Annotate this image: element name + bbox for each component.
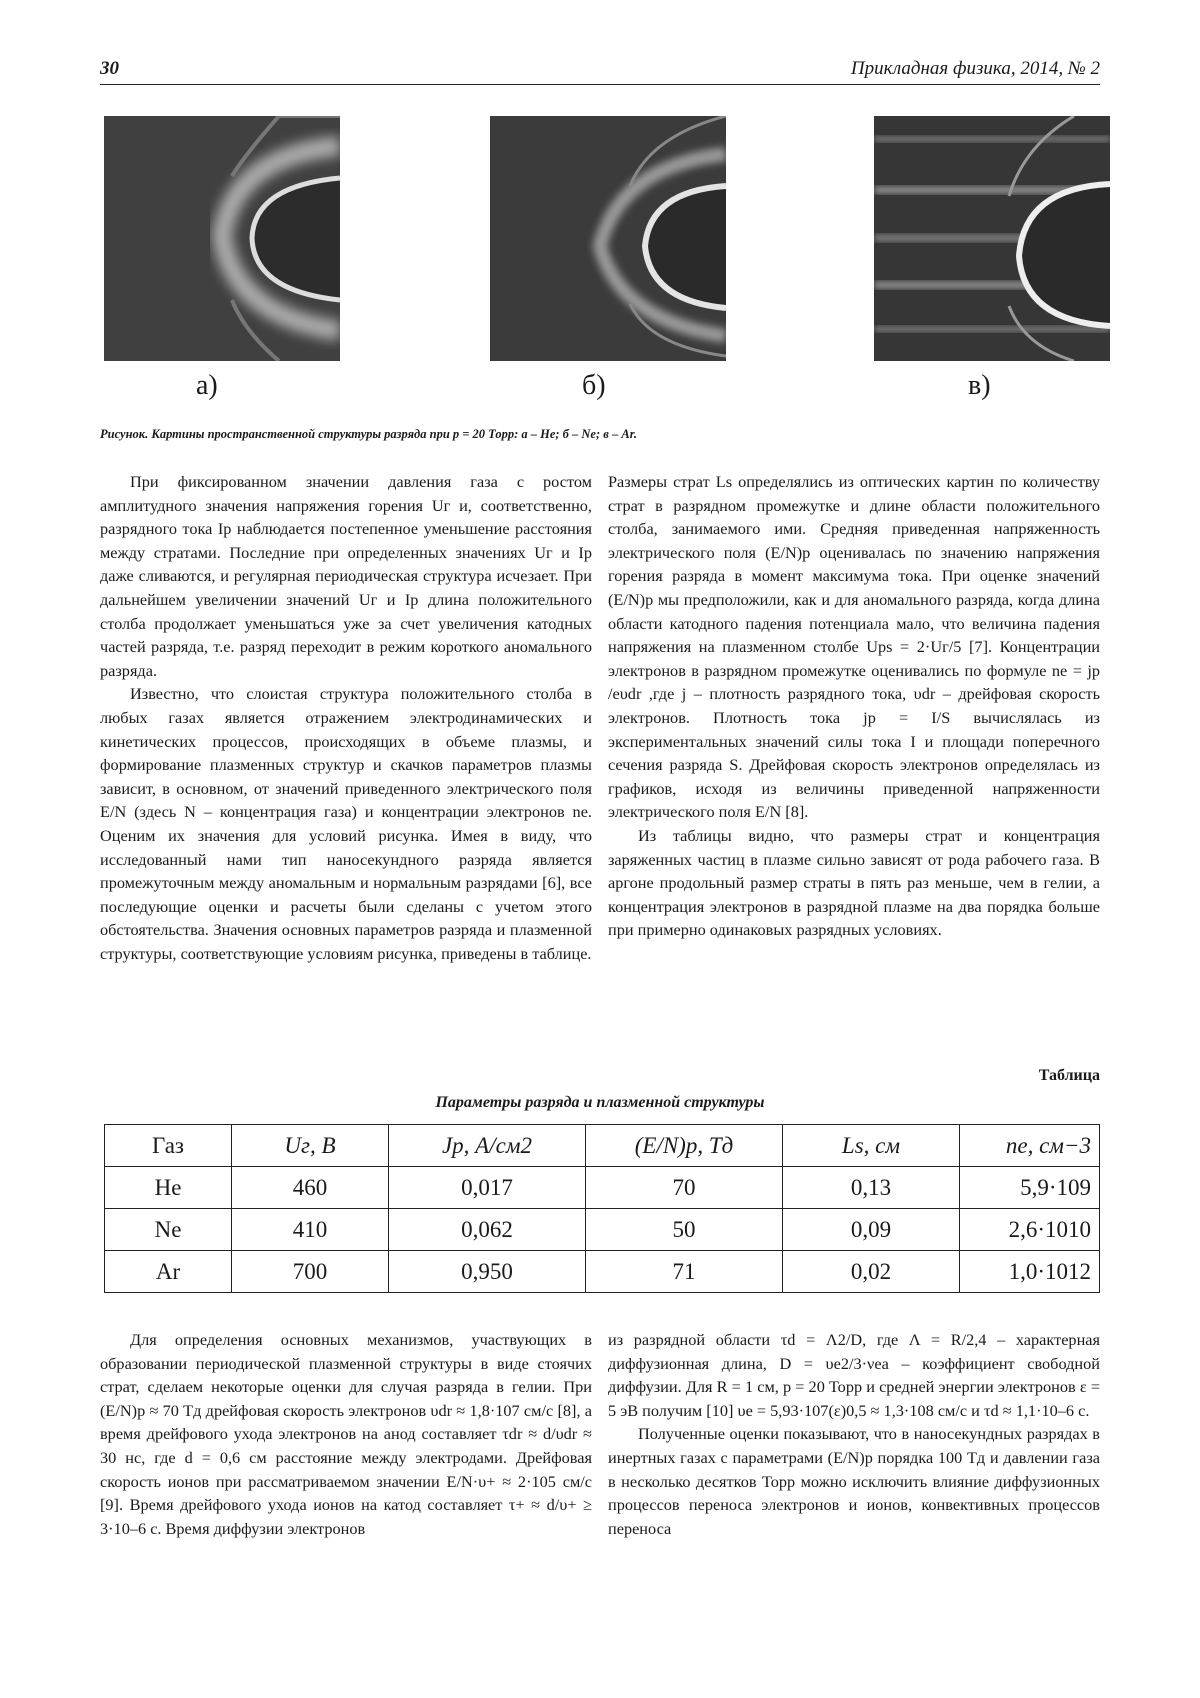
- body-bottom-left-column: [100, 1328, 592, 1540]
- photo-ne: [490, 116, 726, 361]
- table-cell: 460: [232, 1167, 389, 1209]
- discharge-ar-image: [874, 116, 1110, 361]
- table-cell: Ne: [105, 1209, 232, 1251]
- paragraph: Размеры страт Ls определялись из оптических картин по количеству страт в разрядном промежутке и длине области положительного столба, занимаемого ими. Средняя приведенная напряженность электрического поля (E/N)р оценивалась по значению напряжения горения разряда в момент максимума тока. При оценке значений (E/N)р мы предположили, как и для аномального разряда, когда длина области катодного падения потенциала мало, что величина падения напряжения на плазменном столбе Ups = 2·Uг/5 [7]. Концентрации электронов в разрядном промежутке оценивались по формуле ne = jp /eυdr ,где j – плотность разрядного тока, υdr – дрейфовая скорость электронов. Плотность тока jp = I/S вычислялась из экспериментальных значений силы тока I и площади поперечного сечения разряда S. Дрейфовая скорость электронов определялась из графиков, исходя из величины приведенной напряженности электрического поля E/N [8].: [608, 472, 1100, 822]
- header-cell: Uг, В: [232, 1125, 389, 1167]
- table-cell: 410: [232, 1209, 389, 1251]
- table-cell: 0,017: [389, 1167, 586, 1209]
- paragraph: Полученные оценки показывают, что в наносекундных разрядах в инертных газах с параметрами (E/N)р порядка 100 Тд и давлении газа в несколько десятков Торр можно исключить влияние диффузионных процессов переноса электронов и ионов, конвективных процессов переноса: [608, 1424, 1100, 1538]
- header-cell: ne, см−3: [960, 1125, 1100, 1167]
- table-row: [105, 1209, 1100, 1251]
- photo-ar: [874, 116, 1110, 361]
- body-top-left-column: [100, 470, 592, 965]
- paragraph: Из таблицы видно, что размеры страт и концентрация заряженных частиц в плазме сильно зависят от рода рабочего газа. В аргоне продольный размер страты в пять раз меньше, чем в гелии, а концентрация электронов в разрядной плазме на два порядка больше при примерно одинаковых разрядных условиях.: [608, 825, 1100, 940]
- table-cell: 700: [232, 1251, 389, 1293]
- table-cell: 71: [586, 1251, 783, 1293]
- header-cell: Ls, см: [783, 1125, 960, 1167]
- header-cell: Jp, А/см2: [389, 1125, 586, 1167]
- header-cell: Газ: [105, 1125, 232, 1167]
- table-label: Таблица: [1038, 1067, 1100, 1084]
- table-row: [105, 1251, 1100, 1293]
- table-cell: 0,950: [389, 1251, 586, 1293]
- page-number: 30: [100, 58, 119, 79]
- photo-he: [104, 116, 340, 361]
- table-cell: 1,0·1012: [960, 1251, 1100, 1293]
- table-row: [105, 1167, 1100, 1209]
- figure-caption: Рисунок. Картины пространственной структуры разряда при p = 20 Торр: а – He; б – Ne; в – Ar.: [100, 427, 637, 441]
- body-top-right-column: [608, 470, 1100, 942]
- table-cell: 0,13: [783, 1167, 960, 1209]
- journal-title: Прикладная физика, 2014, № 2: [850, 58, 1100, 79]
- discharge-ne-image: [490, 116, 726, 361]
- table-cell: 0,062: [389, 1209, 586, 1251]
- table-cell: He: [105, 1167, 232, 1209]
- table-cell: 5,9·109: [960, 1167, 1100, 1209]
- figure-label-c: в): [968, 370, 991, 401]
- table-cell: 50: [586, 1209, 783, 1251]
- paragraph: Для определения основных механизмов, участвующих в образовании периодической плазменной структуры в виде стоячих страт, сделаем некоторые оценки для случая разряда в гелии. При (E/N)р ≈ 70 Тд дрейфовая скорость электронов υdr ≈ 1,8·107 см/с [8], а время дрейфового ухода электронов на анод составляет τdr ≈ d/υdr ≈ 30 нс, где d = 0,6 см расстояние между электродами. Дрейфовая скорость ионов при рассматриваемом значении E/N·υ+ ≈ 2·105 см/с [9]. Время дрейфового ухода ионов на катод составляет τ+ ≈ d/υ+ ≥ 3·10–6 с. Время диффузии электронов: [100, 1330, 592, 1538]
- table-cell: 0,02: [783, 1251, 960, 1293]
- table-title: Параметры разряда и плазменной структуры: [435, 1094, 765, 1111]
- table-header-row: [105, 1125, 1100, 1167]
- paragraph: из разрядной области τd = Λ2/D, где Λ = R/2,4 – характерная диффузионная длина, D = υe2/3·νea – коэффициент свободной диффузии. Для R = 1 см, p = 20 Торр и средней энергии электронов ε = 5 эВ получим [10] υe = 5,93·107(ε)0,5 ≈ 1,3·108 см/с и τd ≈ 1,1·10–6 с.: [608, 1330, 1100, 1420]
- header-cell: (E/N)p, Тд: [586, 1125, 783, 1167]
- body-bottom-right-column: [608, 1328, 1100, 1540]
- discharge-he-image: [104, 116, 340, 361]
- table-cell: 0,09: [783, 1209, 960, 1251]
- table-cell: Ar: [105, 1251, 232, 1293]
- figure-label-b: б): [582, 370, 606, 401]
- paragraph: Известно, что слоистая структура положительного столба в любых газах является отражением электродинамических и кинетических процессов, происходящих в объеме плазмы, и формирование плазменных структур и скачков параметров плазмы зависит, в основном, от значений приведенного электрического поля E/N (здесь N – концентрация газа) и концентрации электронов ne. Оценим их значения для условий рисунка. Имея в виду, что исследованный нами тип наносекундного разряда является промежуточным между аномальным и нормальным разрядами [6], все последующие оценки и расчеты были сделаны с учетом этого обстоятельства. Значения основных параметров разряда и плазменной структуры, соответствующие условиям рисунка, приведены в таблице.: [100, 684, 592, 963]
- figure-label-a: а): [196, 370, 218, 401]
- paragraph: При фиксированном значении давления газа с ростом амплитудного значения напряжения горения Uг и, соответственно, разрядного тока Iр наблюдается постепенное уменьшение расстояния между стратами. Последние при определенных значениях Uг и Iр даже сливаются, и регулярная периодическая структура исчезает. При дальнейшем увеличении значений Uг и Iр длина положительного столба продолжает уменьшаться уже за счет увеличения катодных частей разряда, т.е. разряд переходит в режим короткого аномального разряда.: [100, 472, 592, 680]
- parameters-table: [104, 1124, 1100, 1293]
- header-rule: [100, 84, 1100, 85]
- table-cell: 70: [586, 1167, 783, 1209]
- table-cell: 2,6·1010: [960, 1209, 1100, 1251]
